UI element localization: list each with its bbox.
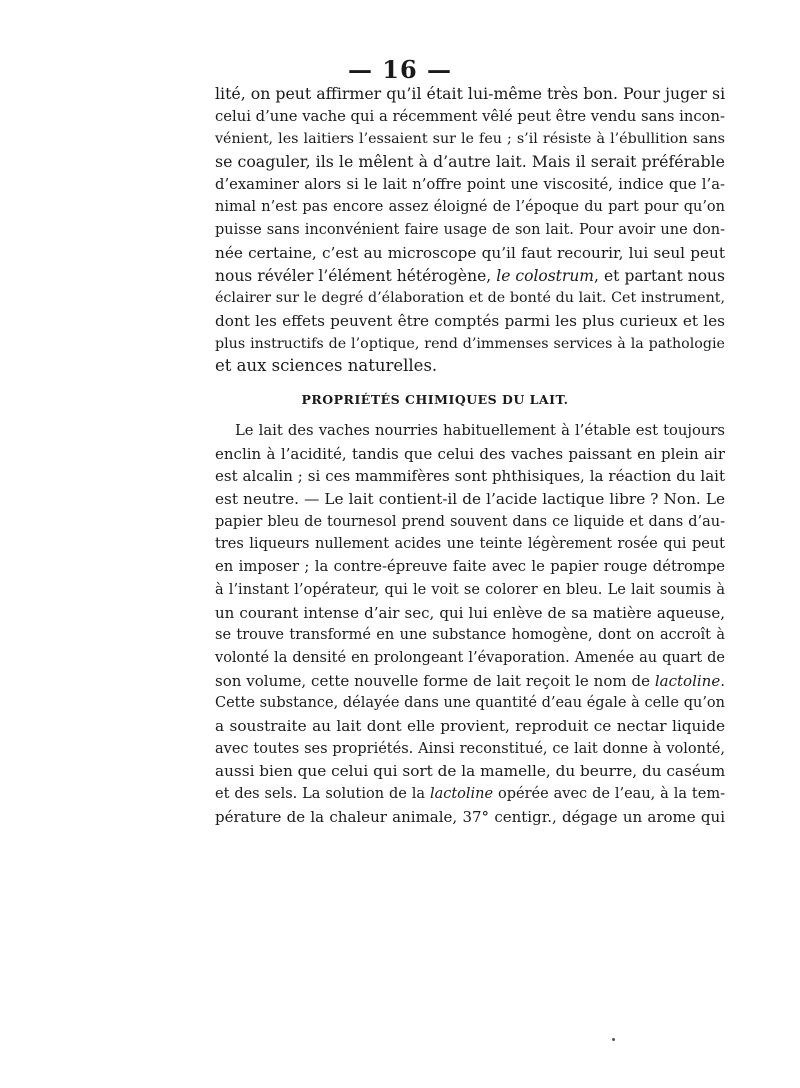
text-line: a soustraite au lait dont elle provient, reproduit ce nectar liquide [215,716,725,735]
text-line: son volume, cette nouvelle forme de lait reçoit le nom de lactoline. [215,671,725,690]
paragraph-chemical-properties [215,420,725,828]
text-line: aussi bien que celui qui sort de la mamelle, du beurre, du caséum [215,762,725,781]
text-line: enclin à l’acidité, tandis que celui des vaches paissant en plein air [215,444,725,463]
paragraph-intro [215,83,725,378]
text-line: se coaguler, ils le mêlent à d’autre lait. Mais il serait préférable [215,152,725,172]
text-line: nous révéler l’élément hétérogène, le colostrum, et partant nous [215,266,725,285]
text-line: en imposer ; la contre-épreuve faite avec le papier rouge détrompe [215,558,725,576]
page-number: — 16 — [347,55,453,84]
text-line: d’examiner alors si le lait n’offre point une viscosité, indice que l’a- [215,175,725,193]
text-line: volonté la densité en prolongeant l’évaporation. Amenée au quart de [215,649,725,666]
section-heading-text: PROPRIÉTÉS CHIMIQUES DU LAIT. [301,392,569,407]
text-line: lité, on peut affirmer qu’il était lui-même très bon. Pour juger si [215,84,725,103]
text-line: avec toutes ses propriétés. Ainsi reconstitué, ce lait donne à volonté, [215,740,725,757]
text-line: et des sels. La solution de la lactoline opérée avec de l’eau, à la tem- [215,786,725,802]
text-line: est neutre. — Le lait contient-il de l’acide lactique libre ? Non. Le [215,490,725,509]
text-line: Cette substance, délayée dans une quantité d’eau égale à celle qu’on [215,695,725,712]
text-line: plus instructifs de l’optique, rend d’immenses services à la pathologie [215,335,725,352]
text-line: et aux sciences naturelles. [215,356,438,376]
section-heading [0,392,800,407]
text-line: dont les effets peuvent être comptés parmi les plus curieux et les [215,311,725,330]
text-line: vénient, les laitiers l’essaient sur le feu ; s’il résiste à l’ébullition sans [215,131,725,148]
text-line: née certaine, c’est au microscope qu’il faut recourir, lui seul peut [215,243,725,262]
text-line: éclairer sur le degré d’élaboration et de bonté du lait. Cet instrument, [215,290,725,307]
text-line: Le lait des vaches nourries habituellement à l’étable est toujours [235,422,725,439]
italic-term: lactoline [429,786,494,802]
italic-term: lactoline [654,671,721,690]
text-line: tres liqueurs nullement acides une teinte légèrement rosée qui peut [215,536,725,553]
text-line: est alcalin ; si ces mammifères sont phthisiques, la réaction du lait [215,467,725,486]
text-line: un courant intense d’air sec, qui lui enlève de sa matière aqueuse, [215,603,725,622]
text-line: papier bleu de tournesol prend souvent dans ce liquide et dans d’au- [215,513,725,530]
text-line: à l’instant l’opérateur, qui le voit se colorer en bleu. Le lait soumis à [215,581,725,598]
italic-term: le colostrum [496,266,595,285]
text-line: se trouve transformé en une substance homogène, dont on accroît à [215,627,725,644]
text-line: nimal n’est pas encore assez éloigné de l’époque du part pour qu’on [215,199,725,216]
ink-speck [612,1038,615,1041]
text-line: puisse sans inconvénient faire usage de son lait. Pour avoir une don- [215,222,725,239]
text-line: celui d’une vache qui a récemment vêlé peut être vendu sans incon- [215,107,725,125]
text-line: pérature de la chaleur animale, 37° centigr., dégage un arome qui [215,807,725,826]
